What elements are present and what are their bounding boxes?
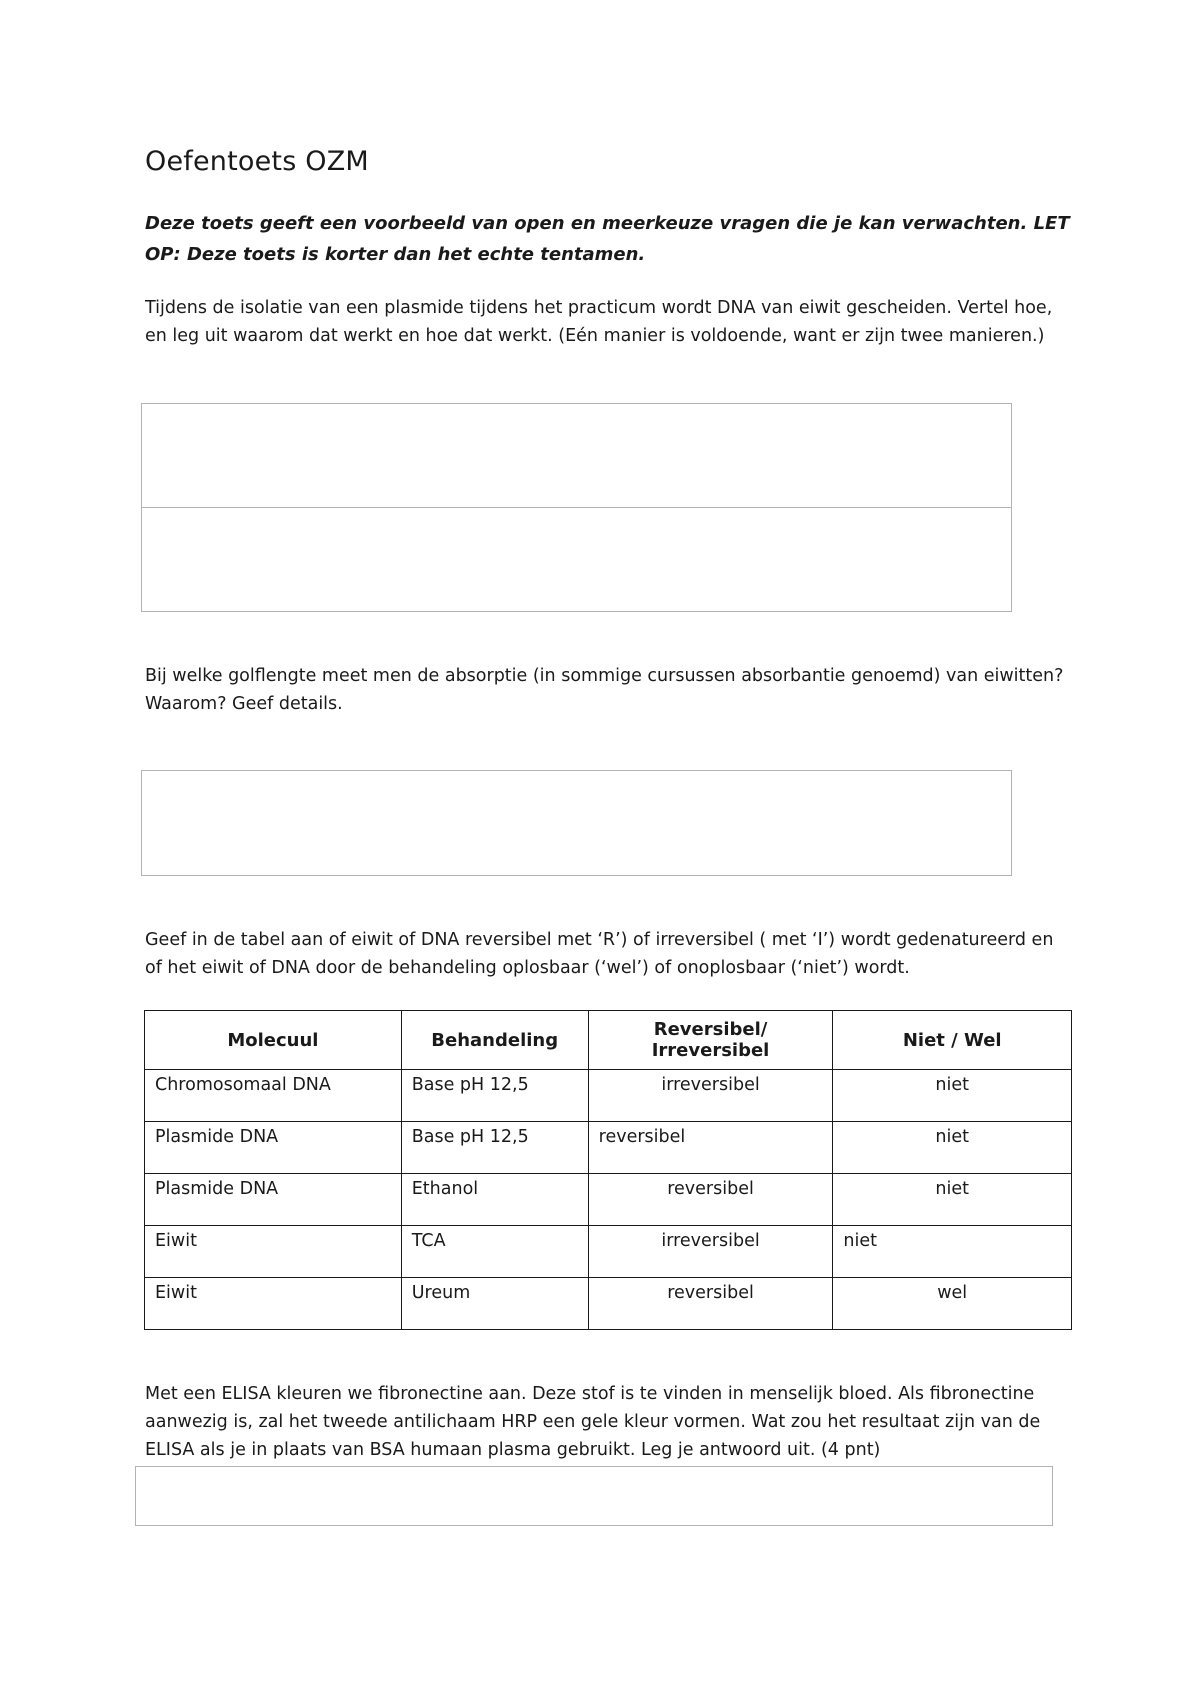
cell-molecuul: Plasmide DNA — [145, 1122, 402, 1174]
cell-reversibel[interactable]: irreversibel — [588, 1070, 833, 1122]
header-behandeling: Behandeling — [401, 1011, 588, 1070]
intro-text: Deze toets geeft een voorbeeld van open en meerkeuze vragen die je kan verwachten. LET OP: Deze toets is korter dan het echte tentamen. — [145, 213, 1070, 265]
cell-niet-wel[interactable]: niet — [833, 1122, 1072, 1174]
answer-box-3[interactable] — [135, 1466, 1053, 1526]
cell-molecuul: Plasmide DNA — [145, 1174, 402, 1226]
cell-behandeling: Base pH 12,5 — [401, 1122, 588, 1174]
denaturation-table — [144, 1010, 1072, 1330]
table-row — [145, 1174, 1072, 1226]
question-4-text: Met een ELISA kleuren we fibronectine aan. Deze stof is te vinden in menselijk bloed. Als fibronectine aanwezig is, zal het tweede antilichaam HRP een gele kleur vormen. Wat zou het resultaat zijn van de ELISA als je in plaats van BSA humaan plasma gebruikt. Leg je antwoord uit. (4 pnt) — [145, 1384, 1041, 1460]
cell-reversibel[interactable]: reversibel — [588, 1174, 833, 1226]
cell-behandeling: Ethanol — [401, 1174, 588, 1226]
question-1-text: Tijdens de isolatie van een plasmide tijdens het practicum wordt DNA van eiwit gescheiden. Vertel hoe, en leg uit waarom dat werkt en hoe dat werkt. (Eén manier is voldoende, want er zijn twee manieren.) — [145, 298, 1053, 346]
header-reversibel: Reversibel/ Irreversibel — [588, 1011, 833, 1070]
header-niet-wel: Niet / Wel — [833, 1011, 1072, 1070]
cell-molecuul: Chromosomaal DNA — [145, 1070, 402, 1122]
cell-reversibel[interactable]: irreversibel — [588, 1226, 833, 1278]
header-molecuul: Molecuul — [145, 1011, 402, 1070]
cell-behandeling: Ureum — [401, 1278, 588, 1330]
table-row — [145, 1278, 1072, 1330]
cell-niet-wel[interactable]: wel — [833, 1278, 1072, 1330]
question-3-text: Geef in de tabel aan of eiwit of DNA reversibel met ‘R’) of irreversibel ( met ‘I’) wordt gedenatureerd en of het eiwit of DNA door de behandeling oplosbaar (‘wel’) of onoplosbaar (‘niet’) wordt. — [145, 930, 1054, 978]
answer-box-divider — [142, 507, 1011, 508]
cell-niet-wel[interactable]: niet — [833, 1070, 1072, 1122]
document-title: Oefentoets OZM — [145, 146, 369, 177]
table-row — [145, 1070, 1072, 1122]
table-row — [145, 1122, 1072, 1174]
question-2-text: Bij welke golflengte meet men de absorptie (in sommige cursussen absorbantie genoemd) van eiwitten? Waarom? Geef details. — [145, 666, 1064, 714]
cell-behandeling: Base pH 12,5 — [401, 1070, 588, 1122]
table-row — [145, 1226, 1072, 1278]
cell-molecuul: Eiwit — [145, 1278, 402, 1330]
cell-niet-wel[interactable]: niet — [833, 1174, 1072, 1226]
cell-reversibel[interactable]: reversibel — [588, 1122, 833, 1174]
cell-niet-wel[interactable]: niet — [833, 1226, 1072, 1278]
cell-reversibel[interactable]: reversibel — [588, 1278, 833, 1330]
table-header-row — [145, 1011, 1072, 1070]
cell-molecuul: Eiwit — [145, 1226, 402, 1278]
cell-behandeling: TCA — [401, 1226, 588, 1278]
answer-box-1[interactable] — [141, 403, 1012, 612]
answer-box-2[interactable] — [141, 770, 1012, 876]
